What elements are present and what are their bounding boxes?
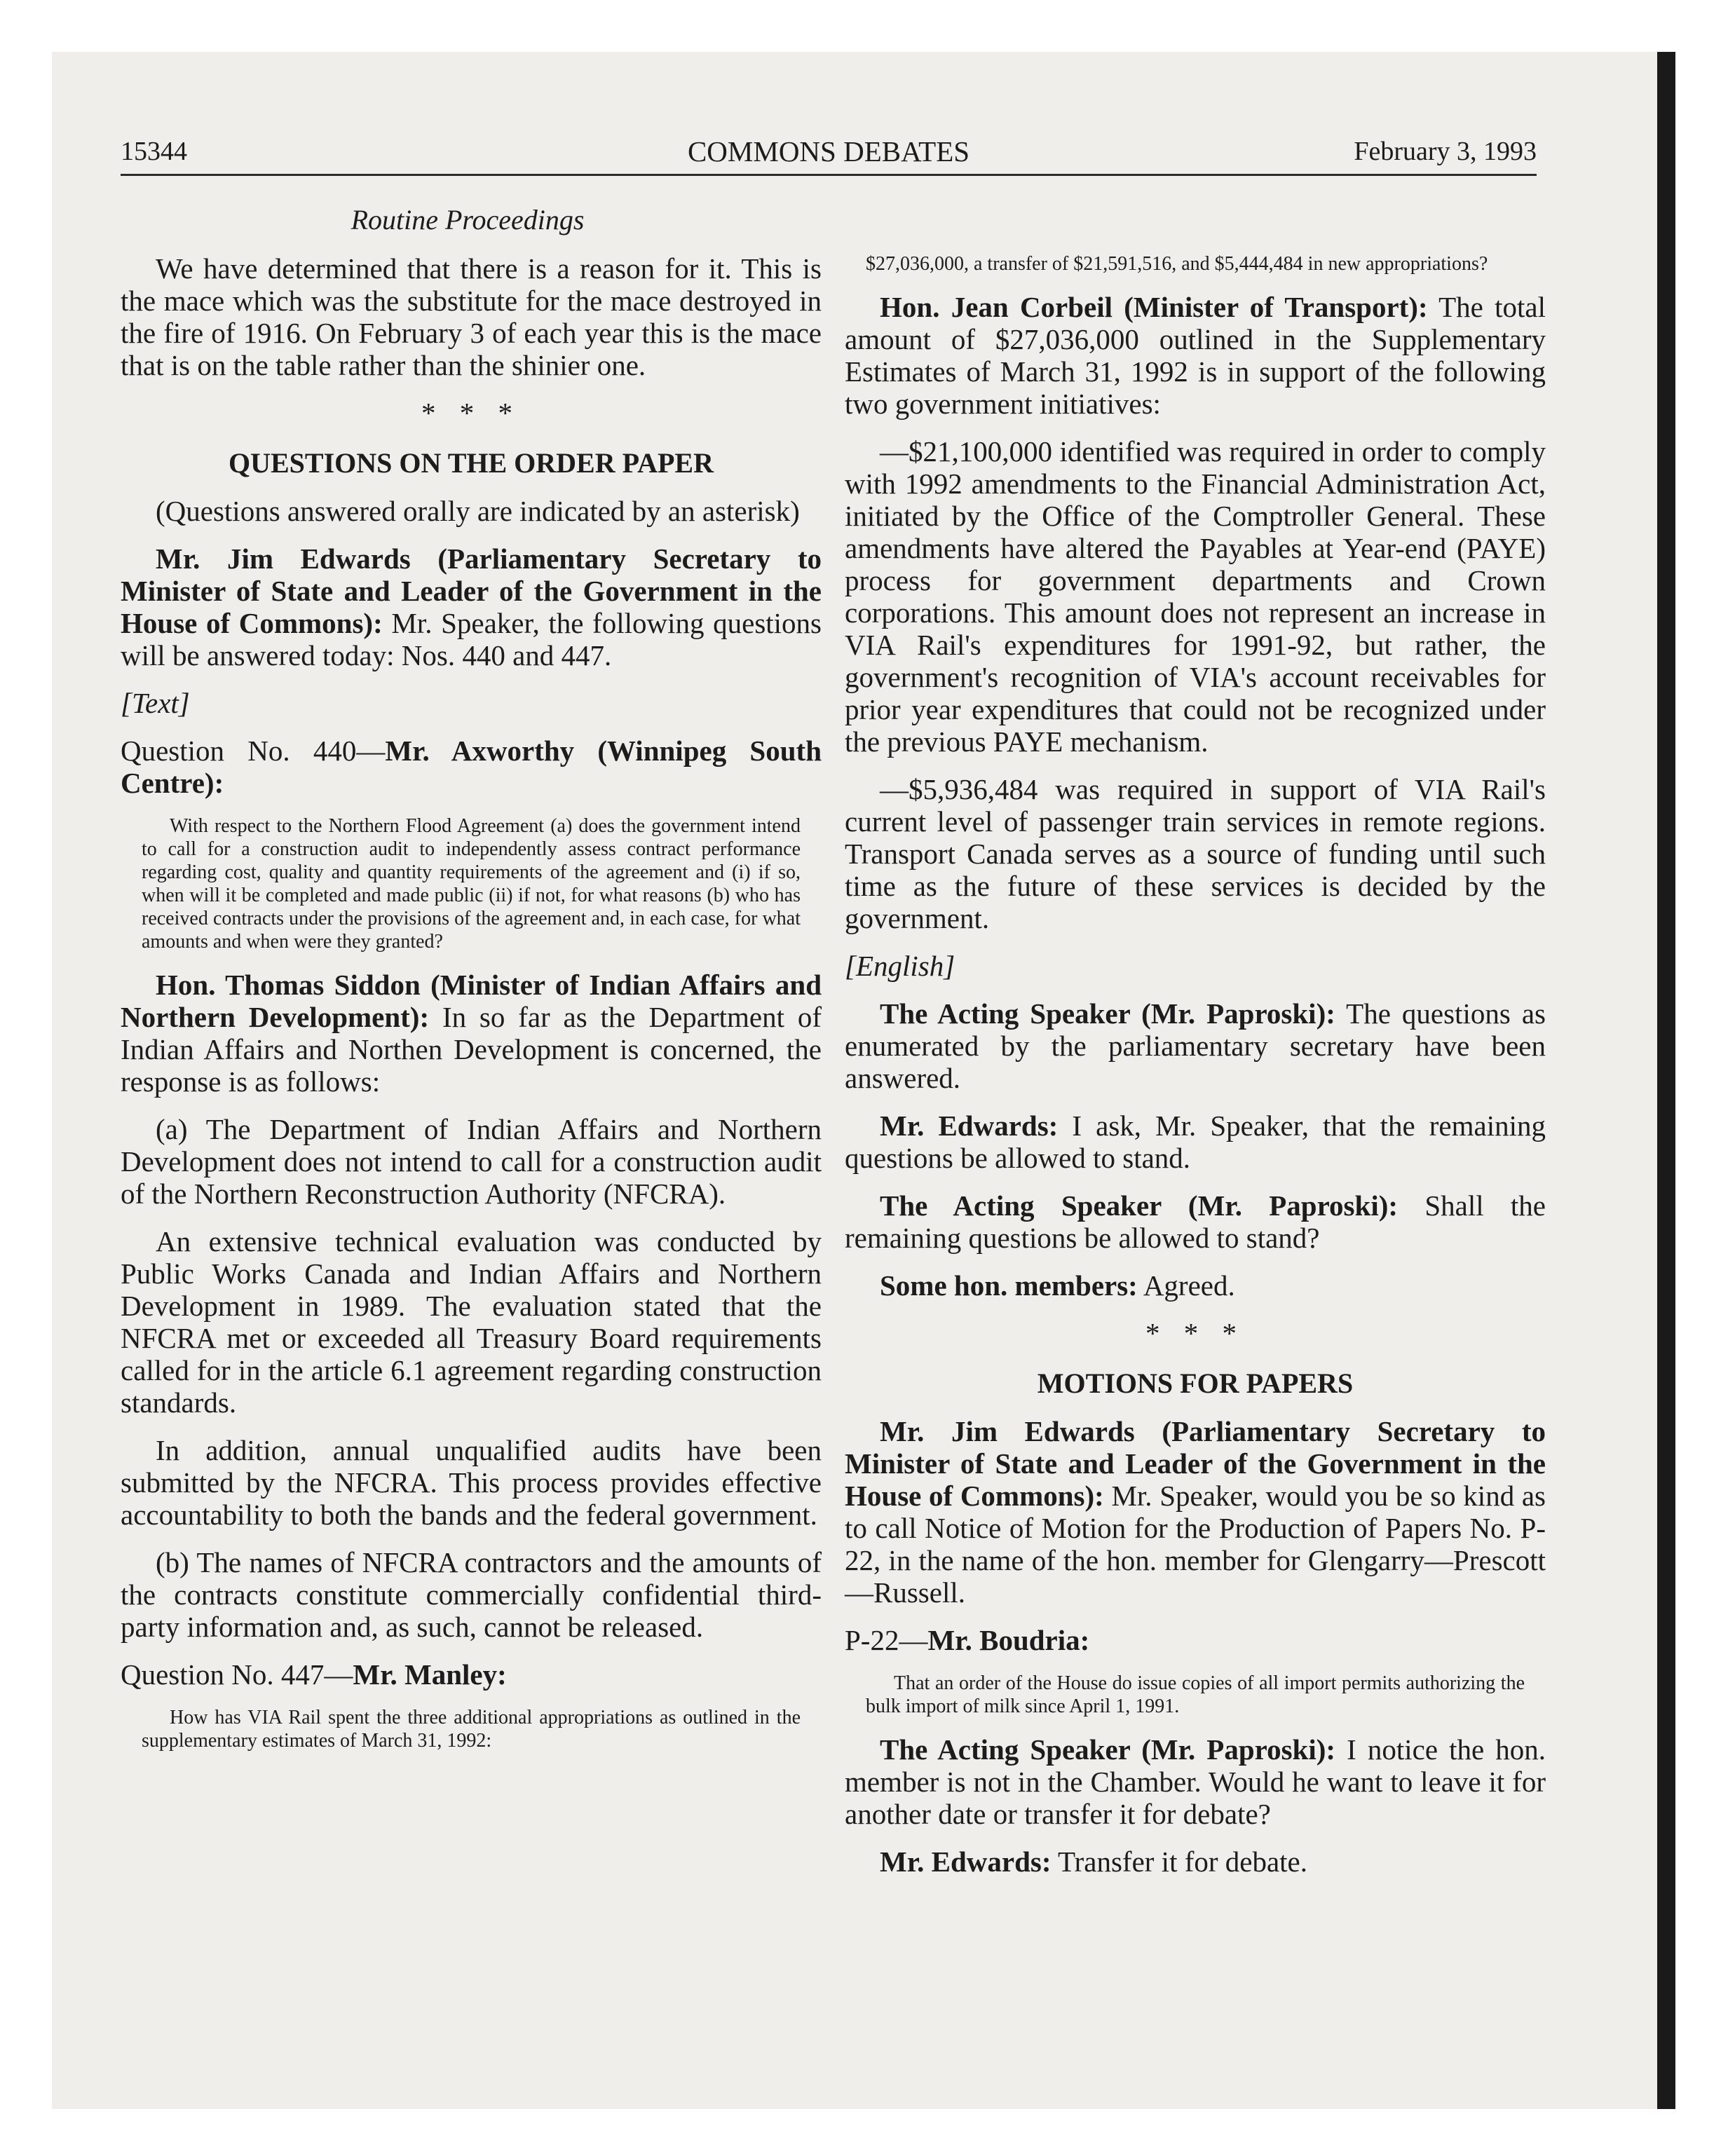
paragraph: —$21,100,000 identified was required in order to comply with 1992 amendments to the Financial Administration Act, initiated by the Office of the Comptroller General. These amendments have altered the Payables at Year-end (PAYE) process for government departments and Crown corporations. This amount does not represent an increase in VIA Rail's expenditures for 1991-92, but rather, the government's recognition of VIA's account receivables for prior year expenditures that could not be recognized under the previous PAYE mechanism. — [845, 435, 1546, 758]
question-text: $27,036,000, a transfer of $21,591,516, and $5,444,484 in new appropriations? — [866, 253, 1488, 275]
speech-text: In so far as the Department of Indian Affairs and Northen Development is concerned, the response is as follows: — [121, 1001, 822, 1098]
scan-edge — [1657, 52, 1675, 2109]
paragraph: An extensive technical evaluation was conducted by Public Works Canada and Indian Affairs and Northern Development in 1989. The evaluation stated that the NFCRA met or exceeded all Treasury Board requirements called for in the article 6.1 agreement regarding construction standards. — [121, 1225, 822, 1419]
question-number: Question No. 440— — [121, 735, 386, 767]
question-heading — [121, 735, 822, 799]
paragraph — [845, 1110, 1546, 1174]
paragraph — [845, 997, 1546, 1094]
paragraph — [845, 1415, 1546, 1609]
speaker-name: Mr. Jim Edwards (Parliamentary Secretary to Minister of State and Leader of the Government in the House of Commons): — [845, 1415, 1546, 1512]
paragraph — [845, 1733, 1546, 1830]
speech-text: Transfer it for debate. — [1051, 1845, 1307, 1878]
speaker-name: The Acting Speaker (Mr. Paproski): — [880, 1189, 1399, 1222]
speech-text: The total amount of $27,036,000 outlined in the Supplementary Estimates of March 31, 1992 is in support of the following two government initiatives: — [845, 291, 1546, 420]
question-text: How has VIA Rail spent the three additional appropriations as outlined in the supplementary estimates of March 31, 1992: — [142, 1707, 801, 1752]
issue-date: February 3, 1993 — [1354, 137, 1537, 166]
motion-member: Mr. Boudria: — [927, 1624, 1090, 1656]
speech-text: Mr. Speaker, the following questions will be answered today: Nos. 440 and 447. — [121, 607, 822, 671]
left-column — [121, 252, 822, 1768]
paragraph: —$5,936,484 was required in support of VIA Rail's current level of passenger train services in remote regions. Transport Canada serves as a source of funding until such time as the future of these services is decided by the government. — [845, 773, 1546, 934]
speech-text: Mr. Speaker, would you be so kind as to call Notice of Motion for the Production of Papers No. P-22, in the name of the hon. member for Glengarry—Prescott—Russell. — [845, 1480, 1546, 1609]
speech-text: I notice the hon. member is not in the Chamber. Would he want to leave it for another date or transfer it for debate? — [845, 1733, 1546, 1830]
speaker-name: Hon. Jean Corbeil (Minister of Transport): — [880, 291, 1428, 323]
speech-text: The questions as enumerated by the parliamentary secretary have been answered. — [845, 997, 1546, 1094]
language-tag: [Text] — [121, 687, 190, 719]
paragraph: (a) The Department of Indian Affairs and Northern Development does not intend to call for a construction audit of the Northern Reconstruction Authority (NFCRA). — [121, 1113, 822, 1210]
right-column — [845, 252, 1546, 1893]
paragraph — [121, 543, 822, 671]
paragraph — [845, 1189, 1546, 1254]
section-heading: QUESTIONS ON THE ORDER PAPER — [229, 447, 714, 479]
question-heading — [121, 1658, 822, 1691]
speaker-name: The Acting Speaker (Mr. Paproski): — [880, 997, 1335, 1030]
speech-text: I ask, Mr. Speaker, that the remaining questions be allowed to stand. — [845, 1110, 1546, 1174]
speech-text: Agreed. — [1137, 1269, 1235, 1302]
speaker-name: The Acting Speaker (Mr. Paproski): — [880, 1733, 1336, 1766]
question-member: Mr. Manley: — [353, 1658, 507, 1691]
paragraph — [845, 291, 1546, 420]
speaker-name: Hon. Thomas Siddon (Minister of Indian Affairs and Northern Development): — [121, 969, 822, 1033]
page-number: 15344 — [121, 137, 187, 166]
publication-title: COMMONS DEBATES — [687, 135, 970, 168]
paragraph: (b) The names of NFCRA contractors and the amounts of the contracts constitute commercially confidential third-party information and, as such, cannot be released. — [121, 1546, 822, 1643]
speech-text: Shall the remaining questions be allowed to stand? — [845, 1189, 1546, 1254]
paragraph — [845, 1845, 1546, 1878]
speaker-name: Mr. Edwards: — [880, 1845, 1052, 1878]
motion-heading — [845, 1624, 1546, 1656]
speaker-name: Some hon. members: — [880, 1269, 1138, 1302]
motion-text: That an order of the House do issue copies of all import permits authorizing the bulk import of milk since April 1, 1991. — [866, 1672, 1525, 1717]
speaker-name: Mr. Jim Edwards (Parliamentary Secretary to Minister of State and Leader of the Government in the House of Commons): — [121, 543, 822, 639]
question-member: Mr. Axworthy (Winnipeg South Centre): — [121, 735, 822, 799]
header-rule — [121, 174, 1537, 176]
section-break: * * * — [421, 397, 521, 429]
question-text: With respect to the Northern Flood Agreement (a) does the government intend to call for a construction audit to independently assess contract performance regarding cost, quality and quantity requirements of the agreement and (i) if so, when will it be completed and made public (ii) if not, for what reasons (b) who has received contracts under the provisions of the agreement and, in each case, for what amounts and when were they granted? — [142, 815, 801, 953]
question-number: Question No. 447— — [121, 1658, 353, 1691]
paragraph — [121, 969, 822, 1098]
section-break: * * * — [1145, 1317, 1245, 1349]
page-header — [121, 130, 1537, 172]
paragraph: We have determined that there is a reason for it. This is the mace which was the substitute for the mace destroyed in the fire of 1916. On February 3 of each year this is the mace that is on the table rather than the shinier one. — [121, 252, 822, 381]
language-tag: [English] — [845, 950, 955, 982]
speaker-name: Mr. Edwards: — [880, 1110, 1059, 1142]
paragraph: In addition, annual unqualified audits have been submitted by the NFCRA. This process provides effective accountability to both the bands and the federal government. — [121, 1434, 822, 1531]
running-head: Routine Proceedings — [351, 204, 585, 236]
paragraph — [845, 1269, 1546, 1302]
motion-number: P-22— — [845, 1624, 928, 1656]
paragraph: (Questions answered orally are indicated by an asterisk) — [156, 495, 800, 527]
section-heading: MOTIONS FOR PAPERS — [1037, 1367, 1354, 1399]
